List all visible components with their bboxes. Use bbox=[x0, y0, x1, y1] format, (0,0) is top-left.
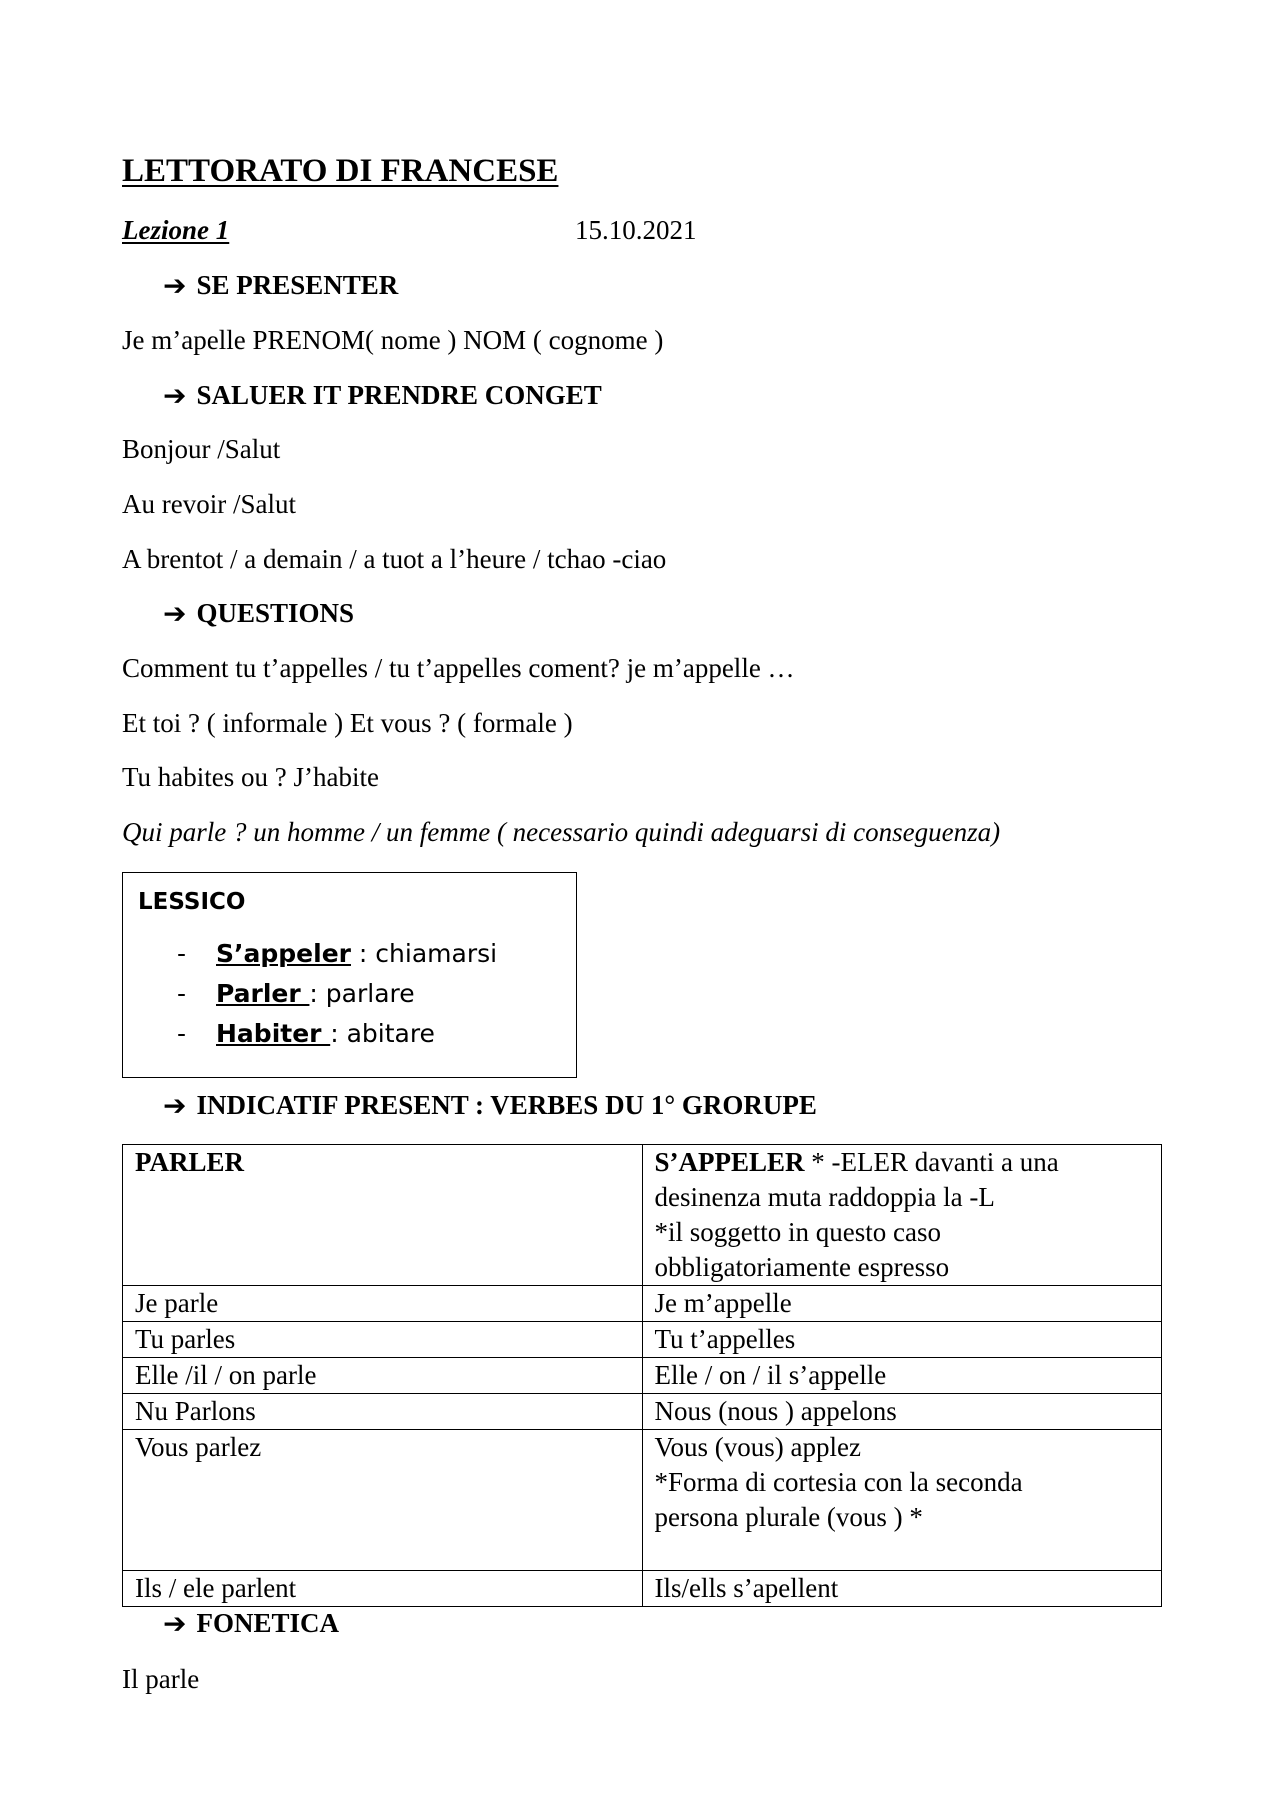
list-dash: - bbox=[177, 979, 187, 1008]
list-dash: - bbox=[177, 1019, 187, 1048]
arrow-right-icon: ➔ bbox=[163, 1606, 187, 1640]
table-row bbox=[123, 1286, 1162, 1322]
text-line: Comment tu t’appelles / tu t’appelles coment? je m’appelle … bbox=[122, 653, 795, 683]
table-cell: Nous (nous ) appelons bbox=[642, 1394, 1162, 1430]
table-row bbox=[123, 1394, 1162, 1430]
lessico-entry bbox=[216, 1019, 435, 1048]
text-line: Et toi ? ( informale ) Et vous ? ( formale ) bbox=[122, 708, 573, 738]
table-row bbox=[123, 1571, 1162, 1607]
heading-text: SALUER IT PRENDRE CONGET bbox=[196, 380, 602, 410]
note-text: *il soggetto in questo caso bbox=[654, 1217, 941, 1247]
arrow-right-icon: ➔ bbox=[163, 378, 187, 412]
table-cell bbox=[642, 1145, 1162, 1286]
table-row bbox=[123, 1322, 1162, 1358]
text-line: A brentot / a demain / a tuot a l’heure / tchao -ciao bbox=[122, 544, 667, 574]
text-line: Tu habites ou ? J’habite bbox=[122, 762, 379, 792]
heading-saluer bbox=[163, 380, 602, 411]
conjugation-table bbox=[122, 1144, 1162, 1607]
verb-parler-header: PARLER bbox=[135, 1147, 245, 1177]
heading-text: QUESTIONS bbox=[196, 598, 355, 628]
table-cell: Ils/ells s’apellent bbox=[642, 1571, 1162, 1607]
lesson-label: Lezione 1 bbox=[122, 215, 230, 245]
note-text: desinenza muta raddoppia la -L bbox=[654, 1182, 995, 1212]
cell-line bbox=[655, 1145, 1150, 1180]
verb-sappeler-header: S’APPELER bbox=[654, 1147, 805, 1177]
lessico-definition: : parlare bbox=[309, 979, 415, 1008]
lessico-entry bbox=[216, 979, 415, 1008]
text-line: Au revoir /Salut bbox=[122, 489, 296, 519]
table-cell: Vous parlez bbox=[123, 1430, 643, 1571]
table-cell: Tu t’appelles bbox=[642, 1322, 1162, 1358]
heading-se-presenter bbox=[163, 270, 398, 301]
text-line: Je m’apelle PRENOM( nome ) NOM ( cognome ) bbox=[122, 325, 664, 355]
text-line: Il parle bbox=[122, 1664, 200, 1694]
lessico-definition: : abitare bbox=[330, 1019, 435, 1048]
table-row bbox=[123, 1430, 1162, 1571]
note-text: *Forma di cortesia con la seconda bbox=[654, 1467, 1023, 1497]
lessico-term: S’appeler bbox=[216, 939, 351, 968]
table-cell: Je parle bbox=[123, 1286, 643, 1322]
table-cell: Elle / on / il s’appelle bbox=[642, 1358, 1162, 1394]
lesson-date: 15.10.2021 bbox=[575, 215, 697, 245]
cell-line: Vous (vous) applez bbox=[654, 1432, 861, 1462]
table-cell: Nu Parlons bbox=[123, 1394, 643, 1430]
table-cell bbox=[642, 1430, 1162, 1571]
table-cell: Elle /il / on parle bbox=[123, 1358, 643, 1394]
text-line: Bonjour /Salut bbox=[122, 434, 281, 464]
lessico-title: LESSICO bbox=[138, 889, 246, 915]
lessico-term: Parler bbox=[216, 979, 310, 1008]
heading-fonetica bbox=[163, 1608, 339, 1639]
text-line: Qui parle ? un homme / un femme ( necessario quindi adeguarsi di conseguenza) bbox=[122, 817, 1001, 847]
heading-text: FONETICA bbox=[196, 1608, 339, 1638]
heading-indicatif bbox=[163, 1090, 817, 1121]
lessico-definition: : chiamarsi bbox=[350, 939, 498, 968]
arrow-right-icon: ➔ bbox=[163, 268, 187, 302]
arrow-right-icon: ➔ bbox=[163, 1088, 187, 1122]
note-text: * -ELER davanti a una bbox=[804, 1147, 1059, 1177]
table-cell bbox=[123, 1145, 643, 1286]
lessico-term: Habiter bbox=[216, 1019, 331, 1048]
heading-text: SE PRESENTER bbox=[196, 270, 399, 300]
list-dash: - bbox=[177, 939, 187, 968]
note-text: obbligatoriamente espresso bbox=[654, 1252, 950, 1282]
table-header-row bbox=[123, 1145, 1162, 1286]
note-text: persona plurale (vous ) * bbox=[654, 1502, 923, 1532]
lessico-entry bbox=[216, 939, 497, 968]
heading-text: INDICATIF PRESENT : VERBES DU 1° GRORUPE bbox=[196, 1090, 817, 1120]
document-title: LETTORATO DI FRANCESE bbox=[122, 153, 559, 189]
lessico-box bbox=[122, 872, 577, 1078]
table-cell: Tu parles bbox=[123, 1322, 643, 1358]
table-cell: Ils / ele parlent bbox=[123, 1571, 643, 1607]
arrow-right-icon: ➔ bbox=[163, 596, 187, 630]
table-row bbox=[123, 1358, 1162, 1394]
table-cell: Je m’appelle bbox=[642, 1286, 1162, 1322]
heading-questions bbox=[163, 598, 354, 629]
